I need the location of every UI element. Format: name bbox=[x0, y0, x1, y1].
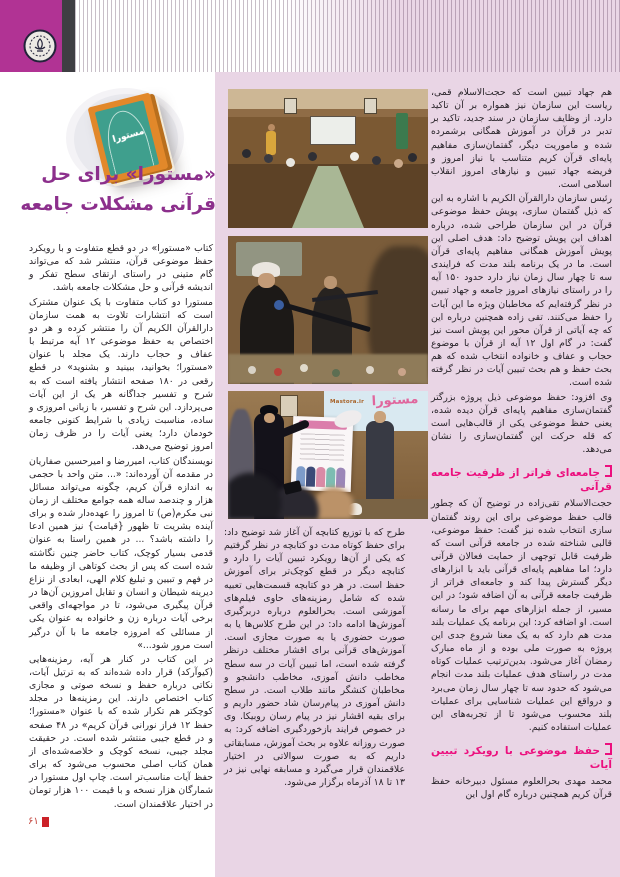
book-cover-title: مستورا bbox=[111, 126, 146, 146]
page-number: ۶۱ bbox=[28, 816, 39, 827]
article-paragraph: حجت‌الاسلام تقی‌زاده در توضیح آن که چطور قالب حفظ موضوعی برای این روند گفتمان سازی انتخاب شده نیز گفت: حفظ موضوعی، قالبی شناخته شده در جامعه قرآنی است که ظرفیت قابل توجهی از حمایت فعالان قرآنی دارد؛ اما مفاهیم پایه‌ای قرآنی باید با ابزارهای دیگر گسترش پیدا کند و جامعه‌ای فراتر از ظرفیت جامعه قرآنی به آن اضافه شود؛ در این مسیر، از جمله ابزارهای مهم برای ما رسانه است. او اضافه کرد: این برنامه یک عملیات بلند مدت هم دارد که به یک معنا شروع جدی این پروژه به صورت ملی بوده و از ماه مبارک رمضان آغاز می‌شود. بدین‌ترتیب عملیات کوتاه مدت در راستای هدف عملیات بلند مدت انجام می‌شود که حدود سه تا چهار سال زمان می‌برد و درواقع این عملیات شناسایی برای عملیات بلند محسوب می‌شود تا از تجربه‌های این عملیات استفاده کنیم. bbox=[431, 498, 612, 734]
projection-screen bbox=[310, 116, 356, 145]
article-paragraph: وی افزود: حفظ موضوعی ذیل پروژه بزرگتر گفتمان‌سازی مفاهیم پایه‌ای قرآن دیده شده، یعنی حفظ موضوعی یکی از قالب‌هایی است که قله حرکت این گفتمان‌سازی را نشان می‌دهد. bbox=[431, 391, 612, 456]
subheading-text: حفظ موضوعی با رویکرد تبیین آیات bbox=[431, 745, 612, 772]
headline-line-2: قرآنی مشکلات جامعه bbox=[20, 194, 216, 215]
photo-press-conference bbox=[228, 89, 428, 228]
article-paragraph: کتاب «مستورا» در دو قطع متفاوت و با رویکرد حفظ موضوعی قرآن، منتشر شد که می‌تواند گام متینی در راستای ارتقای سطح تفکر و اندیشه قرآنی و حل مشکلات جامعه باشد. bbox=[29, 243, 213, 294]
photo-poster-unveiling bbox=[228, 391, 428, 519]
subhead-bullet-icon bbox=[605, 743, 612, 755]
wall-portrait bbox=[284, 98, 297, 114]
headline-line-1: «مستورا» برای حل bbox=[41, 164, 216, 185]
blue-microphone bbox=[274, 300, 284, 310]
official-face bbox=[374, 411, 386, 423]
wall-portrait bbox=[364, 98, 377, 114]
column-right bbox=[431, 86, 612, 803]
article-paragraph: طرح که با توزیع کتابچه آن آغاز شد توضیح داد: برای حفظ کوتاه مدت دو کتابچه در نظر گرفتیم که یکی از آن‌ها رویکرد تبیین آیات را دارد و کتابچه دیگر در قطع کوچک‌تر برای آموزش حفظ است. در هر دو کتابچه قسمت‌هایی تعبیه شده که شامل رمزینه‌های حاوی فیلم‌های آموزشی است. بحرالعلوم درباره دربرگیری آموزش‌ها ادامه داد: در این طرح کلاس‌ها یا به صورت حضوری یا به صورت مجازی است. آموزش‌های قرآنی برای اقشار مختلف درنظر گرفته شده است، اما تبیین آیات در سه سطح مخاطب دانش آموزی، مخاطب دانشجو و مخاطبان کنشگر مانند طلاب است. در سطح دانش آموزی در پیام‌رسان شاد حضور داریم و برای بقیه اقشار نیز در پیام رسان روبیکا. وی در خصوص فرایند بازخوردگیری اضافه کرد: به صورت روزانه علاوه بر بحث آموزش، مسابقاتی داریم که به صورت سوالاتی در اختیار علاقمندان قرار می‌گیرد و مسابقه نهایی نیز در ۱۳ تا ۱۸ آذرماه برگزار می‌شود. bbox=[224, 527, 405, 788]
subheading bbox=[431, 743, 612, 772]
article-paragraph: محمد مهدی بحرالعلوم مسئول دبیرخانه حفظ قرآن کریم همچنین درباره گام اول این bbox=[431, 776, 612, 801]
cleric-face bbox=[264, 413, 275, 423]
column-middle bbox=[224, 526, 405, 790]
column-left bbox=[29, 242, 213, 812]
article-paragraph: نویسندگان کتاب، امیررضا و امیرحسین صفاریان در مقدمه آن آورده‌اند: «... متن واحد با حجمی به اندازه قرآن کریم، چگونه می‌تواند مسائل هزار و چندصد ساله همه جوامع مختلف از زمان نبی مکرم(ص) تا امروز را عهده‌دار شده و برای آینده بشریت تا ظهور {قیامت} نیز همین ادعا را داشته باشد؟ ... در همین راستا به عنوان قدمی بسیار کوچک، کتاب حاضر چنین نگاشته شده است که پس از بحث کوتاهی از وظیفه ما در فهم و تبیین و تبلیغ کلام الهی، ابعادی از نزاع دیرینه شیطان و انسان و تقابل امروزین آن‌ها در قرآن پیگیری می‌شود، تا در مواجهه‌ای واقعی برخی آیات درباره زن و خانواده به عنوان یکی از مسائلی که امروزه جامعه ما با آن درگیر است مرور شود...» bbox=[29, 455, 213, 651]
banner-calligraphy: مستورا bbox=[371, 391, 419, 410]
brand-color-block bbox=[0, 0, 62, 72]
subheading-text: جامعه‌ای فراتر از ظرفیت جامعه قرآنی bbox=[431, 467, 612, 494]
article-paragraph: رئیس سازمان دارالقرآن الکریم با اشاره به این که ذیل گفتمان سازی، پویش حفظ موضوعی قرآن در این سازمان طراحی شده، درباره اهداف این پویش توضیح داد: هدف اصلی این پویش آموزش همگانی مفاهیم پایه‌ای قرآن است. ما در یک برنامه بلند مدت که فرایندی سه تا چهار سال زمان نیاز دارد حدود ۱۵۰ آیه را در راستای نیازهای امروز جامعه و جهاد تبیین در نظر گرفته‌ایم که مخاطبان ویژه ما این آیات را حفظ می‌کنند. تقی زاده همچنین درباره این که چه آیاتی از قرآن محور این پویش است نیز گفت: در گام اول ۱۲ آیه از قرآن با موضوع حجاب و عفاف و خانواده انتخاب شده که هم بحث حفظ و هم بحث تبیین آیات در نظر گرفته شده است. bbox=[431, 193, 613, 389]
dark-accent-stripe bbox=[62, 0, 75, 72]
table-edge bbox=[228, 354, 428, 384]
article-paragraph: مستورا دو کتاب متفاوت با یک عنوان مشترک است که انتشارات تلاوت به همت سازمان دارالقرآن الکریم آن را منتشر کرده و هر دو اختصاص به حفظ موضوعی ۱۲ آیه مرتبط با عفاف و حجاب دارند. یک مجلد با عنوان «مستورا؛ بخوانید، ببینید و بشنوید» در قطع رقعی در ۱۸۰ صفحه انتشار یافته است که به شرح و تفسیر جداگانه هر یک از این آیات می‌پردازد. این شرح و تفسیر، با زبانی امروزی و ساده، مناسبت زیادی با شرایط کنونی جامعه خودمان دارد؛ یعنی آیات را در ظرف زمان امروز توضیح می‌دهد. bbox=[29, 296, 213, 453]
cleric-face bbox=[258, 273, 275, 288]
cameraman bbox=[266, 131, 276, 155]
photo-clerics-closeup bbox=[228, 236, 428, 384]
attendees-silhouettes bbox=[242, 149, 251, 158]
speaker-face bbox=[324, 276, 337, 289]
page-footer bbox=[28, 816, 49, 827]
poster-text-lines bbox=[300, 433, 345, 461]
subheading bbox=[431, 465, 612, 494]
folio-red-square bbox=[42, 817, 49, 827]
wall-frame bbox=[280, 395, 298, 417]
striped-pattern bbox=[75, 0, 620, 72]
top-band bbox=[0, 0, 620, 72]
table-props bbox=[248, 366, 256, 374]
cameraman-head bbox=[268, 124, 275, 131]
flag bbox=[396, 113, 408, 149]
article-paragraph: در این کتاب در کنار هر آیه، رمزینه‌هایی (کیوآرکد) قرار داده شده‌اند که به ترتیل آیات، نکاتی درباره حفظ و نسخه صوتی و مجازی کتاب اختصاص دارند. این رمزینه‌ها در مجلد کوچکتر هم تکرار شده که با عنوان «مستورا؛ حفظ ۱۲ فراز نورانی قرآن کریم» در ۴۸ صفحه و در قطع جیبی منتشر شده است. در حقیقت مجلد جیبی، نسخه کوچک و خلاصه‌شده‌ای از همان کتاب اصلی محسوب می‌شود که برای حفظ آیات مناسب‌تر است. چاپ اول مستورا در شمارگان هزار نسخه و با قیمت ۱۰۰ هزار تومان در اختیار علاقمندان است. bbox=[29, 653, 213, 810]
article-headline bbox=[8, 160, 216, 220]
subhead-bullet-icon bbox=[605, 465, 612, 477]
banner-website-text: Mastora.ir bbox=[330, 399, 364, 405]
article-paragraph: هم جهاد تبیین است که حجت‌الاسلام قمی، ریاست این سازمان نیز همواره بر آن تاکید دارد. از وظایف سازمان در سند جدید، تاکید بر تدبر در قرآن در آموزش همگانی برشمرده شده و ماموریت دیگر، گفتمان‌سازی مفاهیم پایه‌ای قرآن کریم متناسب با نیاز امروز و فریضه جهاد تبیین و نیازهای امروز انقلاب اسلامی است. bbox=[431, 87, 612, 191]
publisher-logo-icon bbox=[23, 29, 57, 63]
